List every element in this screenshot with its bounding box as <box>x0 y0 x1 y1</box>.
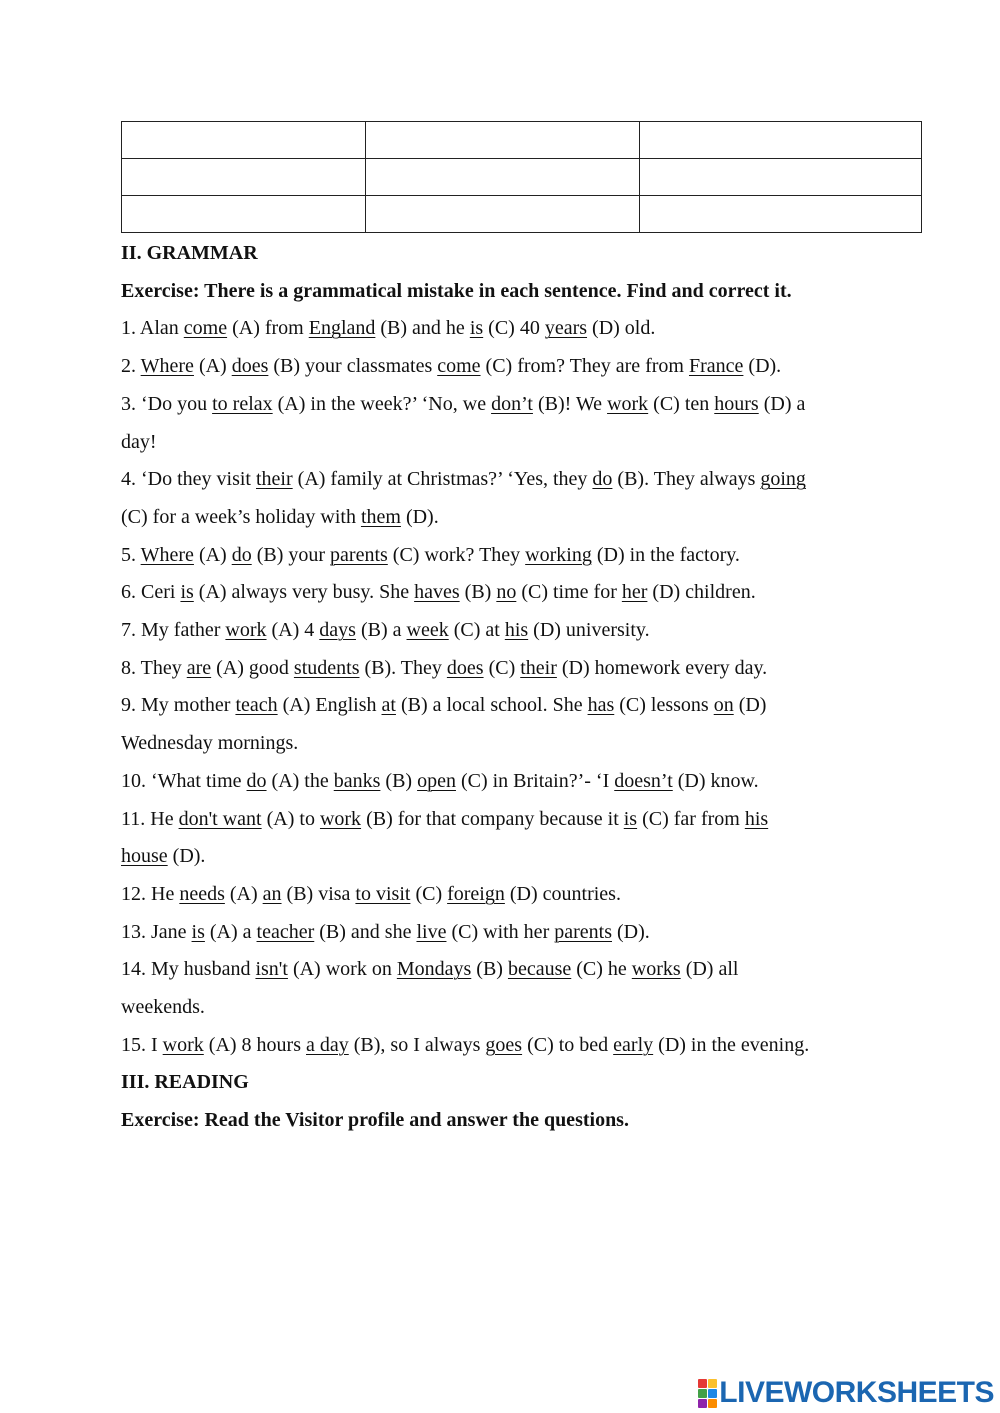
text-segment: 10. ‘What time <box>121 769 247 792</box>
text-segment: 1. Alan <box>121 317 184 340</box>
text-segment: (D). <box>400 505 439 528</box>
table-cell <box>640 122 922 159</box>
text-segment: Wednesday mornings. <box>121 732 299 755</box>
text-segment: 3. ‘Do you <box>121 392 213 415</box>
underlined-option: needs <box>179 882 225 905</box>
text-segment: (B) <box>459 581 497 604</box>
text-segment: (B) a local school. She <box>395 694 588 717</box>
table-cell <box>122 159 366 196</box>
table-row <box>122 122 922 159</box>
text-segment: Exercise: Read the Visitor profile and answer the questions. <box>121 1109 629 1132</box>
underlined-option: on <box>713 694 734 717</box>
text-segment: (D) old. <box>587 317 656 340</box>
text-segment: 14. My husband <box>121 958 256 981</box>
underlined-option: years <box>544 317 588 340</box>
text-segment: (D). <box>743 355 782 378</box>
text-segment: (C) in Britain?’- ‘I <box>455 769 615 792</box>
underlined-option: an <box>262 882 282 905</box>
text-segment: (A) always very busy. She <box>193 581 415 604</box>
logo-square <box>708 1399 717 1408</box>
text-segment: (A) the <box>266 769 334 792</box>
text-segment: (B). They always <box>612 468 761 491</box>
text-segment: (B) for that company because it <box>361 807 624 830</box>
text-segment: (A) in the week?’ ‘No, we <box>272 392 492 415</box>
text-segment: 12. He <box>121 882 180 905</box>
text-segment: (A) <box>224 882 263 905</box>
table-cell <box>122 196 366 233</box>
text-segment: (C) far from <box>637 807 745 830</box>
underlined-option: his <box>504 619 529 642</box>
text-segment: (C) 40 <box>483 317 545 340</box>
text-segment: (A) from <box>227 317 309 340</box>
underlined-option: early <box>613 1033 654 1056</box>
text-segment: (D) in the evening. <box>653 1033 810 1056</box>
underlined-option: to visit <box>355 882 411 905</box>
text-segment: (D). <box>612 920 650 943</box>
sentence-line <box>121 801 891 839</box>
underlined-option: work <box>607 392 649 415</box>
underlined-option: teach <box>235 694 278 717</box>
logo-square <box>698 1379 707 1388</box>
text-segment: III. READING <box>121 1071 249 1094</box>
sentence-line <box>121 612 891 650</box>
underlined-option: Where <box>140 543 194 566</box>
text-segment: (B) your classmates <box>268 355 438 378</box>
underlined-option: work <box>319 807 362 830</box>
underlined-option: does <box>446 656 484 679</box>
underlined-option: week <box>406 619 449 642</box>
text-segment: (A) English <box>277 694 382 717</box>
sentence-line <box>121 348 891 386</box>
underlined-option: work <box>225 619 267 642</box>
underlined-option: don't want <box>178 807 262 830</box>
underlined-option: Mondays <box>396 958 472 981</box>
logo-square <box>708 1389 717 1398</box>
text-segment: (A) family at Christmas?’ ‘Yes, they <box>292 468 593 491</box>
sentence-line <box>121 725 891 763</box>
text-segment: 4. ‘Do they visit <box>121 468 256 491</box>
underlined-option: France <box>688 355 744 378</box>
table-row <box>122 196 922 233</box>
underlined-option: come <box>183 317 228 340</box>
underlined-option: come <box>437 355 481 378</box>
sentence-line <box>121 876 891 914</box>
text-segment: (D) all <box>680 958 739 981</box>
underlined-option: to relax <box>212 392 273 415</box>
table-cell <box>122 122 366 159</box>
underlined-option: has <box>587 694 615 717</box>
text-segment: 15. I <box>121 1033 163 1056</box>
text-segment: (D) countries. <box>504 882 621 905</box>
text-segment: (B) a <box>355 619 407 642</box>
text-segment: (C) he <box>571 958 632 981</box>
underlined-option: don’t <box>491 392 533 415</box>
text-segment: (A) 4 <box>266 619 320 642</box>
underlined-option: does <box>231 355 269 378</box>
logo-text: LIVEWORKSHEETS <box>719 1376 994 1409</box>
underlined-option: no <box>496 581 517 604</box>
text-segment: (C) ten <box>648 392 715 415</box>
sentence-line <box>121 989 891 1027</box>
text-segment: (C) <box>483 656 521 679</box>
text-segment: (C) from? They are from <box>480 355 689 378</box>
underlined-option: do <box>592 468 613 491</box>
sentence-line <box>121 310 891 348</box>
text-segment: 9. My mother <box>121 694 236 717</box>
sentence-line <box>121 574 891 612</box>
underlined-option: Where <box>140 355 194 378</box>
table-cell <box>366 159 640 196</box>
underlined-option: working <box>525 543 592 566</box>
text-segment: (C) work? They <box>387 543 526 566</box>
text-segment: 2. <box>121 355 141 378</box>
underlined-option: is <box>180 581 194 604</box>
underlined-option: isn't <box>255 958 288 981</box>
text-segment: (D) a <box>758 392 806 415</box>
text-segment: (D) university. <box>528 619 650 642</box>
text-segment: (B) and he <box>375 317 470 340</box>
text-segment: (B), so I always <box>348 1033 486 1056</box>
underlined-option: do <box>246 769 267 792</box>
underlined-option: teacher <box>256 920 315 943</box>
logo-square <box>708 1379 717 1388</box>
text-segment: (D) homework every day. <box>556 656 768 679</box>
sentence-line <box>121 1027 891 1065</box>
text-segment: (C) with her <box>446 920 555 943</box>
sentence-line <box>121 650 891 688</box>
text-segment: (D) <box>733 694 767 717</box>
text-segment: (B) <box>380 769 418 792</box>
heading-line <box>121 273 891 311</box>
underlined-option: going <box>760 468 806 491</box>
underlined-option: open <box>417 769 456 792</box>
underlined-option: foreign <box>447 882 505 905</box>
underlined-option: England <box>308 317 376 340</box>
text-segment: 6. Ceri <box>121 581 181 604</box>
answer-table <box>121 121 922 233</box>
logo-square <box>698 1389 707 1398</box>
text-segment: (C) to bed <box>522 1033 614 1056</box>
text-segment: Exercise: There is a grammatical mistake in each sentence. Find and correct it. <box>121 279 792 302</box>
underlined-option: their <box>520 656 557 679</box>
text-segment: (C) <box>410 882 448 905</box>
text-segment: (B) <box>471 958 508 981</box>
text-segment: 11. He <box>121 807 179 830</box>
underlined-option: haves <box>414 581 460 604</box>
underlined-option: works <box>631 958 681 981</box>
underlined-option: is <box>191 920 205 943</box>
text-segment: (C) time for <box>516 581 622 604</box>
text-segment: (A) a <box>204 920 257 943</box>
underlined-option: is <box>623 807 638 830</box>
underlined-option: goes <box>485 1033 523 1056</box>
table-cell <box>366 122 640 159</box>
text-segment: (A) <box>193 543 232 566</box>
underlined-option: them <box>360 505 401 528</box>
text-segment: 7. My father <box>121 619 226 642</box>
underlined-option: is <box>469 317 484 340</box>
text-segment: (D) children. <box>647 581 756 604</box>
underlined-option: students <box>293 656 360 679</box>
text-segment: (B) and she <box>314 920 417 943</box>
underlined-option: days <box>319 619 356 642</box>
table-cell <box>366 196 640 233</box>
underlined-option: work <box>162 1033 204 1056</box>
sentence-line <box>121 838 891 876</box>
sentence-line <box>121 763 891 801</box>
text-segment: (B) your <box>251 543 331 566</box>
sentence-line <box>121 537 891 575</box>
underlined-option: their <box>256 468 293 491</box>
text-segment: 13. Jane <box>121 920 192 943</box>
underlined-option: her <box>621 581 648 604</box>
table-row <box>122 159 922 196</box>
text-segment: (B)! We <box>532 392 608 415</box>
text-segment: (C) at <box>448 619 505 642</box>
sentence-line <box>121 687 891 725</box>
text-segment: (A) work on <box>287 958 397 981</box>
sentence-line <box>121 386 891 424</box>
text-segment: (C) for a week’s holiday with <box>121 505 361 528</box>
underlined-option: because <box>507 958 572 981</box>
text-segment: (B) visa <box>281 882 356 905</box>
text-segment: weekends. <box>121 996 205 1019</box>
text-segment: (A) to <box>261 807 320 830</box>
underlined-option: do <box>231 543 252 566</box>
underlined-option: live <box>416 920 447 943</box>
sentence-line <box>121 461 891 499</box>
table-cell <box>640 196 922 233</box>
text-segment: (D) in the factory. <box>591 543 740 566</box>
logo-square <box>698 1399 707 1408</box>
text-segment: (D). <box>167 845 206 868</box>
text-segment: (A) <box>193 355 232 378</box>
sentence-line <box>121 424 891 462</box>
underlined-option: parents <box>554 920 612 943</box>
heading-line <box>121 1064 891 1102</box>
underlined-option: hours <box>714 392 759 415</box>
sentence-line <box>121 951 891 989</box>
underlined-option: banks <box>333 769 381 792</box>
text-segment: (C) lessons <box>614 694 714 717</box>
underlined-option: house <box>121 845 168 868</box>
worksheet-content <box>121 235 891 1140</box>
underlined-option: a day <box>306 1033 349 1056</box>
sentence-line <box>121 499 891 537</box>
text-segment: (D) know. <box>672 769 759 792</box>
sentence-line <box>121 914 891 952</box>
logo-mark-icon <box>698 1379 717 1408</box>
liveworksheets-logo <box>698 1376 994 1410</box>
text-segment: (B). They <box>359 656 447 679</box>
underlined-option: his <box>744 807 769 830</box>
heading-line <box>121 235 891 273</box>
text-segment: 8. They <box>121 656 187 679</box>
text-segment: (A) good <box>211 656 294 679</box>
text-segment: 5. <box>121 543 141 566</box>
text-segment: (A) 8 hours <box>203 1033 306 1056</box>
table-cell <box>640 159 922 196</box>
underlined-option: at <box>381 694 396 717</box>
heading-line <box>121 1102 891 1140</box>
text-segment: day! <box>121 430 157 453</box>
underlined-option: doesn’t <box>614 769 673 792</box>
underlined-option: parents <box>330 543 388 566</box>
underlined-option: are <box>186 656 212 679</box>
text-segment: II. GRAMMAR <box>121 242 258 264</box>
